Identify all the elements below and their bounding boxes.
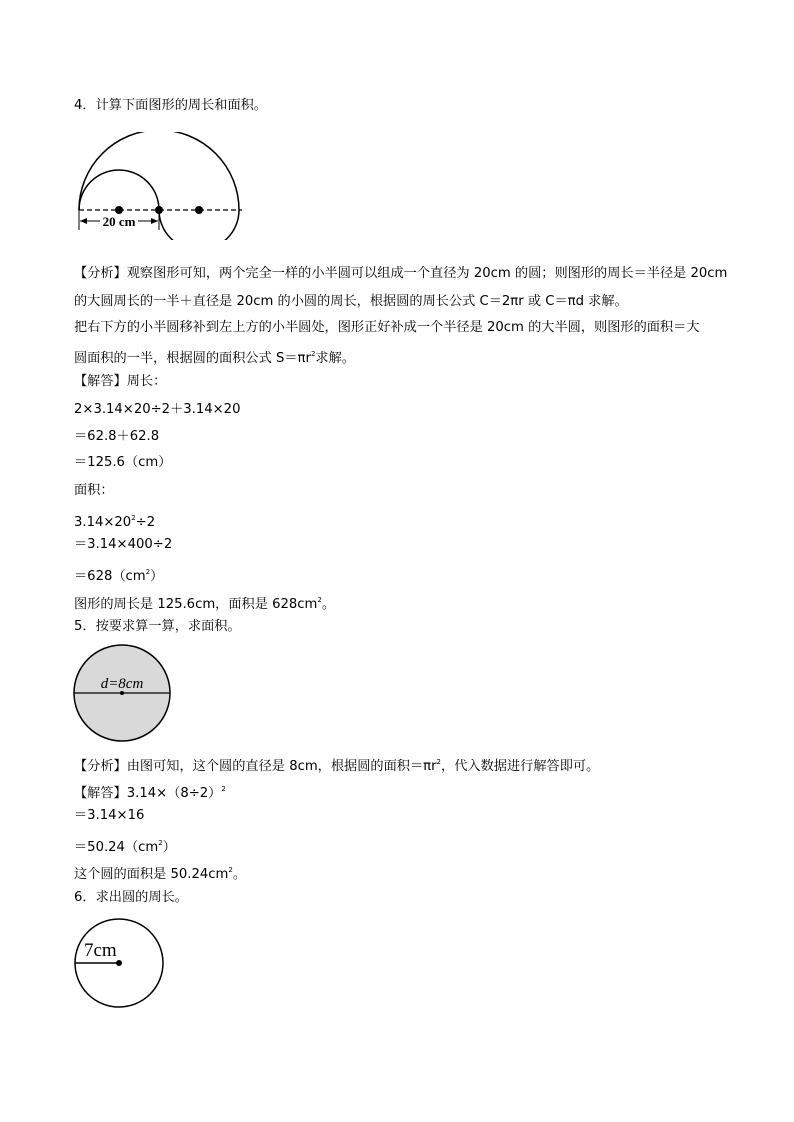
q4-conclusion: 图形的周长是 125.6cm，面积是 $628cm^2$。 bbox=[74, 596, 336, 612]
q4-perimeter-step-2: ＝62.8＋62.8 bbox=[74, 429, 160, 444]
q4-analysis-2: 的大圆周长的一半＋直径是 20cm 的小圆的周长，根据圆的周长公式 C＝2πr 或 C＝πd 求解。 bbox=[74, 294, 628, 309]
q4-dim-arrow-right bbox=[151, 218, 158, 224]
q4-figure bbox=[70, 132, 250, 240]
q4-small-arc bbox=[79, 170, 159, 210]
q4-answer-label: 【解答】周长： bbox=[74, 374, 167, 389]
q4-point-1 bbox=[115, 206, 123, 214]
q5-step-2: $=50.24(cm^2)$ bbox=[74, 839, 176, 855]
q5-step-1: ＝3.14×16 bbox=[74, 808, 145, 823]
q4-dim-label: 20 cm bbox=[102, 214, 136, 229]
q6-center bbox=[116, 960, 122, 966]
q5-conclusion: 这个圆的面积是 $50.24cm^2$。 bbox=[74, 866, 247, 882]
q4-perimeter-step-1: 2×3.14×20÷2＋3.14×20 bbox=[74, 402, 241, 417]
q4-area-step-1: $3.14\times 20^2\div 2$ bbox=[74, 514, 156, 530]
q5-label: d=8cm bbox=[100, 676, 144, 692]
q4-point-3 bbox=[195, 206, 203, 214]
q4-area-step-2: ＝3.14×400÷2 bbox=[74, 537, 173, 552]
q4-dim-arrow-left bbox=[80, 218, 87, 224]
q5-title: 5．按要求算一算，求面积。 bbox=[74, 619, 241, 634]
q6-figure bbox=[72, 918, 166, 1012]
q4-title: 4．计算下面图形的周长和面积。 bbox=[74, 98, 268, 113]
q4-area-step-3: $=628(cm^2)$ bbox=[74, 568, 164, 584]
q6-title: 6．求出圆的周长。 bbox=[74, 890, 188, 905]
q4-perimeter-step-3: ＝125.6（cm） bbox=[74, 455, 172, 470]
q4-analysis-1: 【分析】观察图形可知，两个完全一样的小半圆可以组成一个直径为 20cm 的圆；则图形的周长＝半径是 20cm bbox=[74, 266, 728, 281]
q6-label: 7cm bbox=[84, 940, 117, 961]
q4-analysis-3: 把右下方的小半圆移补到左上方的小半圆处，图形正好补成一个半径是 20cm 的大半圆，则图形的面积＝大 bbox=[74, 320, 700, 335]
q5-answer: 【解答】$3.14\times(8\div 2)^2$ bbox=[74, 785, 226, 801]
q4-analysis-4: 圆面积的一半，根据圆的面积公式 $S=\pi r^2$求解。 bbox=[74, 350, 355, 366]
q4-area-label: 面积： bbox=[74, 483, 114, 498]
q4-point-2 bbox=[155, 206, 163, 214]
q5-analysis: 【分析】由图可知，这个圆的直径是 8cm，根据圆的面积$=\pi r^2$，代入数据进行解答即可。 bbox=[74, 758, 600, 774]
q5-figure bbox=[70, 643, 176, 743]
